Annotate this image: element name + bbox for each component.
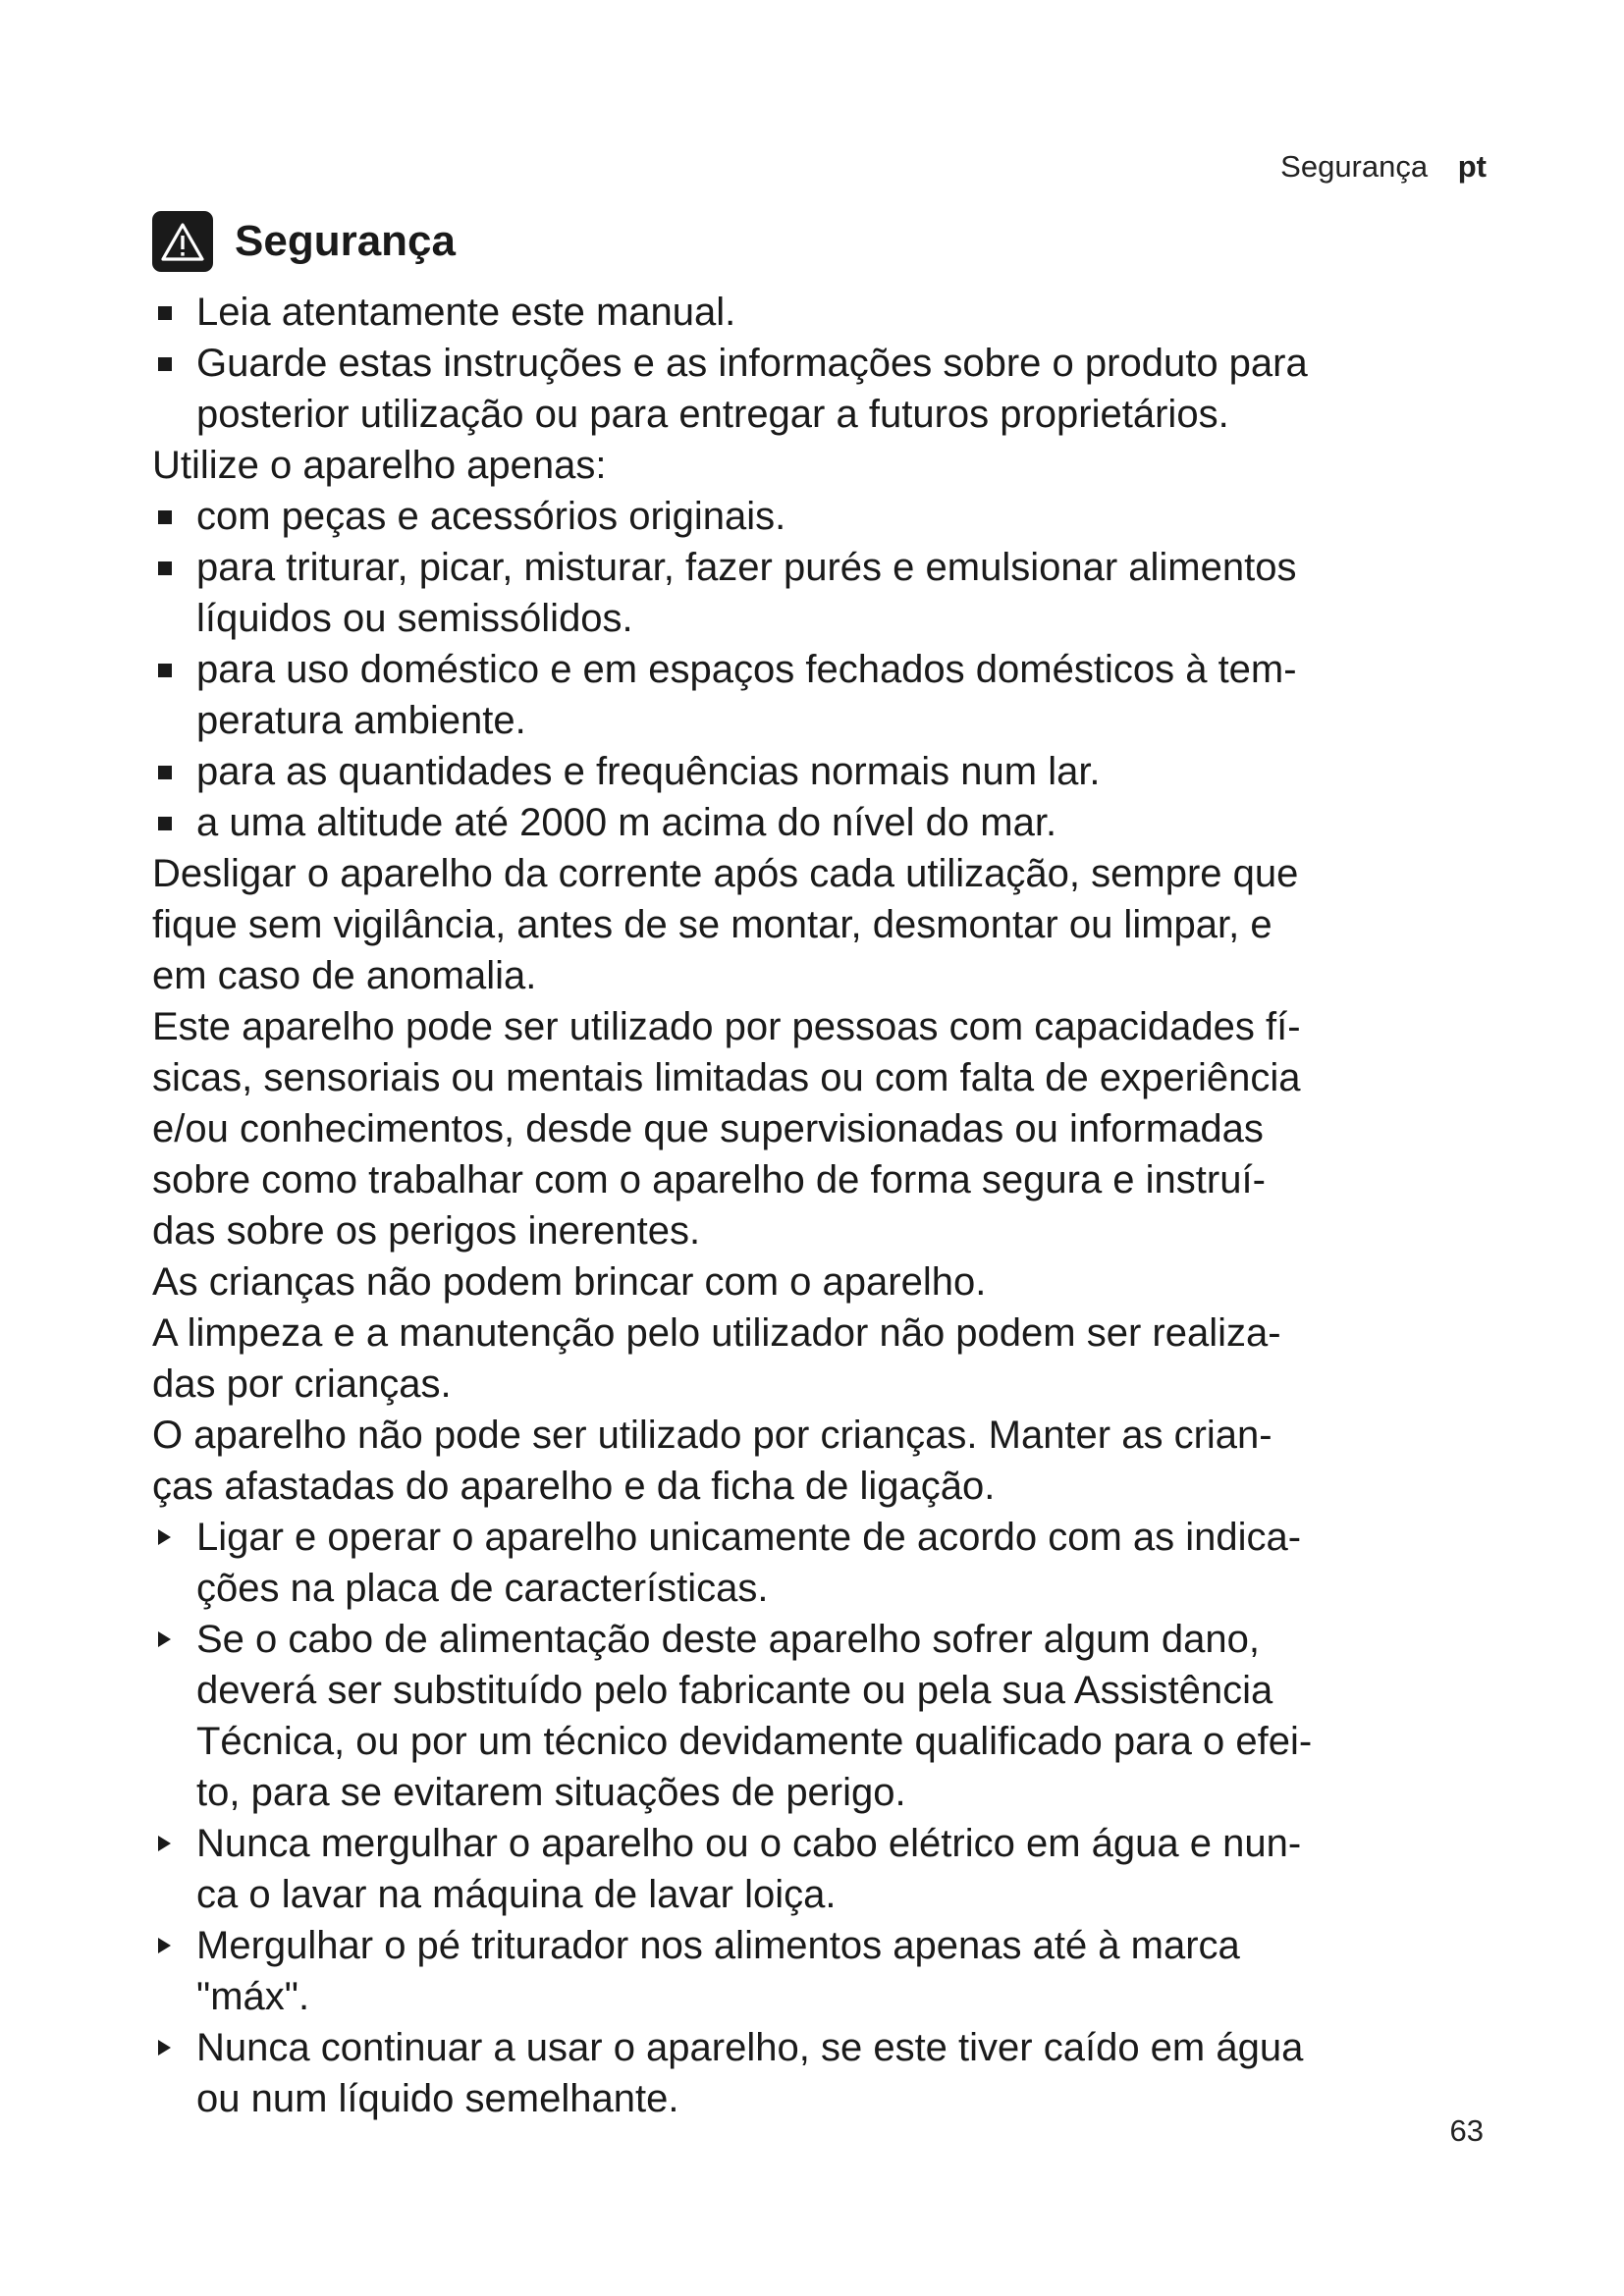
square-bullet-icon xyxy=(158,561,172,575)
list-item-text xyxy=(196,644,1512,746)
paragraph xyxy=(152,848,1512,1001)
text-line: Desligar o aparelho da corrente após cada utilização, sempre que xyxy=(152,852,1299,895)
paragraph xyxy=(152,1308,1512,1410)
text-line: fique sem vigilância, antes de se montar, desmontar ou limpar, e xyxy=(152,903,1272,946)
text-line: líquidos ou semissólidos. xyxy=(196,597,633,640)
page-number: 63 xyxy=(1449,2113,1484,2148)
running-header-language: pt xyxy=(1457,149,1487,184)
text-line: em caso de anomalia. xyxy=(152,954,537,997)
list-item xyxy=(152,797,1512,848)
instruction-item xyxy=(152,1512,1512,1614)
use-list xyxy=(152,491,1512,848)
text-line: posterior utilização ou para entregar a futuros proprietários. xyxy=(196,393,1229,436)
page-title: Segurança xyxy=(235,217,456,265)
list-item xyxy=(152,287,1512,338)
list-item-text xyxy=(196,338,1512,440)
text-line: ções na placa de características. xyxy=(196,1567,769,1610)
text-line: para as quantidades e frequências normais num lar. xyxy=(196,750,1101,793)
text-line: Se o cabo de alimentação deste aparelho sofrer algum dano, xyxy=(196,1618,1260,1661)
list-item xyxy=(152,338,1512,440)
list-item-text xyxy=(196,287,1512,338)
list-item-text xyxy=(196,746,1512,797)
text-line: O aparelho não pode ser utilizado por crianças. Manter as crian- xyxy=(152,1414,1272,1457)
square-bullet-icon xyxy=(158,306,172,320)
arrow-bullet-icon xyxy=(158,1938,171,1953)
text-line: to, para se evitarem situações de perigo. xyxy=(196,1771,906,1814)
text-line: sobre como trabalhar com o aparelho de forma segura e instruí- xyxy=(152,1158,1266,1201)
list-item-text xyxy=(196,491,1512,542)
list-item xyxy=(152,542,1512,644)
use-intro: Utilize o aparelho apenas: xyxy=(152,444,607,487)
text-line: As crianças não podem brincar com o aparelho. xyxy=(152,1260,987,1304)
text-line: Guarde estas instruções e as informações sobre o produto para xyxy=(196,342,1308,385)
text-line: Mergulhar o pé triturador nos alimentos apenas até à marca xyxy=(196,1924,1240,1967)
paragraph xyxy=(152,1410,1512,1512)
list-item-text xyxy=(196,1920,1512,2022)
warning-paragraphs xyxy=(152,848,1512,1512)
list-item-text xyxy=(196,1818,1512,1920)
section-heading xyxy=(152,208,1512,275)
text-line: das sobre os perigos inerentes. xyxy=(152,1209,701,1253)
square-bullet-icon xyxy=(158,357,172,371)
text-line: sicas, sensoriais ou mentais limitadas ou com falta de experiência xyxy=(152,1056,1301,1099)
list-item-text xyxy=(196,1512,1512,1614)
instruction-list xyxy=(152,1512,1512,2124)
arrow-bullet-icon xyxy=(158,1836,171,1851)
list-item-text xyxy=(196,1614,1512,1818)
text-line: e/ou conhecimentos, desde que supervisionadas ou informadas xyxy=(152,1107,1264,1150)
list-item xyxy=(152,491,1512,542)
square-bullet-icon xyxy=(158,510,172,524)
instruction-item xyxy=(152,1614,1512,1818)
square-bullet-icon xyxy=(158,817,172,830)
text-line: peratura ambiente. xyxy=(196,699,526,742)
text-line: deverá ser substituído pelo fabricante ou pela sua Assistência xyxy=(196,1669,1273,1712)
arrow-bullet-icon xyxy=(158,1529,171,1545)
instruction-item xyxy=(152,2022,1512,2124)
text-line: Ligar e operar o aparelho unicamente de acordo com as indica- xyxy=(196,1516,1302,1559)
safety-body xyxy=(152,287,1512,2124)
text-line: para uso doméstico e em espaços fechados domésticos à tem- xyxy=(196,648,1297,691)
running-header-section: Segurança xyxy=(1280,149,1429,184)
running-header xyxy=(1280,149,1487,185)
list-item xyxy=(152,746,1512,797)
text-line: Este aparelho pode ser utilizado por pessoas com capacidades fí- xyxy=(152,1005,1301,1048)
intro-list xyxy=(152,287,1512,440)
text-line: ças afastadas do aparelho e da ficha de ligação. xyxy=(152,1465,996,1508)
instruction-item xyxy=(152,1818,1512,1920)
text-line: para triturar, picar, misturar, fazer purés e emulsionar alimentos xyxy=(196,546,1297,589)
list-item-text xyxy=(196,2022,1512,2124)
warning-triangle-icon xyxy=(152,211,213,272)
text-line: Nunca mergulhar o aparelho ou o cabo elétrico em água e nun- xyxy=(196,1822,1302,1865)
text-line: "máx". xyxy=(196,1975,310,2018)
paragraph xyxy=(152,1256,1512,1308)
text-line: Leia atentamente este manual. xyxy=(196,291,736,334)
text-line: Técnica, ou por um técnico devidamente qualificado para o efei- xyxy=(196,1720,1313,1763)
text-line: Nunca continuar a usar o aparelho, se este tiver caído em água xyxy=(196,2026,1304,2069)
text-line: A limpeza e a manutenção pelo utilizador não podem ser realiza- xyxy=(152,1311,1281,1355)
text-line: a uma altitude até 2000 m acima do nível do mar. xyxy=(196,801,1057,844)
text-line: ou num líquido semelhante. xyxy=(196,2077,679,2120)
arrow-bullet-icon xyxy=(158,2040,171,2056)
paragraph xyxy=(152,1001,1512,1256)
text-line: ca o lavar na máquina de lavar loiça. xyxy=(196,1873,837,1916)
arrow-bullet-icon xyxy=(158,1631,171,1647)
text-line: com peças e acessórios originais. xyxy=(196,495,786,538)
page-content xyxy=(152,208,1512,2124)
text-line: das por crianças. xyxy=(152,1362,452,1406)
square-bullet-icon xyxy=(158,664,172,677)
square-bullet-icon xyxy=(158,766,172,779)
list-item-text xyxy=(196,542,1512,644)
list-item xyxy=(152,644,1512,746)
instruction-item xyxy=(152,1920,1512,2022)
list-item-text xyxy=(196,797,1512,848)
